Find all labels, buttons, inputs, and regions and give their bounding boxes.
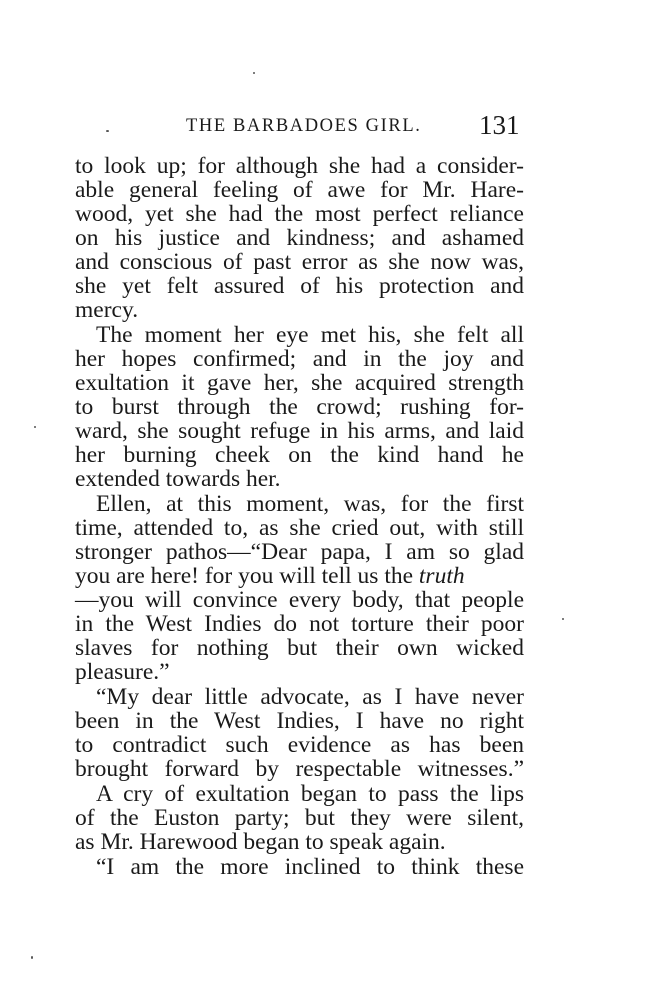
text-line: A cry of exultation began to pass the lips: [96, 781, 524, 807]
text-line: and conscious of past error as she now was,: [75, 249, 524, 275]
text-line: slaves for nothing but their own wicked: [75, 635, 524, 661]
text-line: on his justice and kindness; and ashamed: [75, 225, 524, 251]
text-line: time, attended to, as she cried out, with still: [75, 515, 524, 541]
text-line: been in the West Indies, I have no right: [75, 708, 524, 734]
text-line: “My dear little advocate, as I have never: [96, 684, 524, 710]
text-line: stronger pathos—“Dear papa, I am so glad: [75, 539, 524, 565]
text-line: her hopes confirmed; and in the joy and: [75, 346, 524, 372]
text-line: of the Euston party; but they were silent,: [75, 805, 524, 831]
running-title: THE BARBADOES GIRL.: [186, 116, 422, 136]
text-line: ward, she sought refuge in his arms, and laid: [75, 418, 524, 444]
italic-word: truth: [418, 563, 465, 589]
text-line: able general feeling of awe for Mr. Hare-: [75, 177, 524, 203]
text-line: —you will convince every body, that people: [75, 587, 524, 613]
text-line: The moment her eye met his, she felt all: [96, 322, 524, 348]
text-line: her burning cheek on the kind hand he: [75, 442, 524, 468]
text-line: brought forward by respectable witnesses.”: [75, 756, 524, 782]
page-header: [0, 110, 648, 146]
print-speck: [253, 72, 255, 74]
text-line: mercy.: [75, 297, 139, 323]
page-number: 131: [479, 110, 520, 140]
text-line: as Mr. Harewood began to speak again.: [75, 829, 446, 855]
text-line: pleasure.”: [75, 659, 170, 685]
text-line: in the West Indies do not torture their poor: [75, 611, 524, 637]
print-speck: [562, 618, 564, 620]
text-line: to look up; for although she had a consider-: [75, 153, 524, 179]
text-line: wood, yet she had the most perfect reliance: [75, 201, 524, 227]
text-line: Ellen, at this moment, was, for the first: [96, 491, 524, 517]
text-line: extended towards her.: [75, 466, 281, 492]
text-line: to contradict such evidence as has been: [75, 732, 524, 758]
text-line-segment: you are here! for you will tell us the: [75, 563, 419, 589]
text-line: to burst through the crowd; rushing for-: [75, 394, 524, 420]
text-line: exultation it gave her, she acquired strength: [75, 370, 524, 396]
text-line: she yet felt assured of his protection and: [75, 273, 524, 299]
print-speck: [106, 130, 109, 132]
print-speck: [31, 956, 33, 959]
text-line: [75, 564, 465, 588]
print-speck: [34, 426, 36, 428]
text-line: “I am the more inclined to think these: [96, 854, 524, 880]
